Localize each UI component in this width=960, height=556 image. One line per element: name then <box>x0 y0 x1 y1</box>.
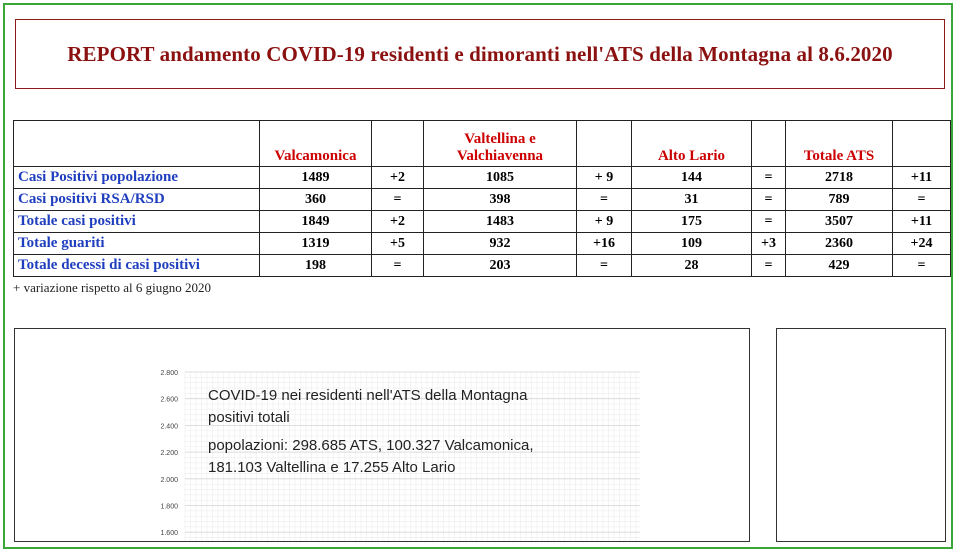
row-label: Totale guariti <box>14 233 260 255</box>
side-panel <box>776 328 946 542</box>
header-variation <box>752 121 786 167</box>
table-cell: 1489 <box>260 167 372 189</box>
table-cell: = <box>752 255 786 277</box>
table-cell: = <box>893 255 951 277</box>
header-totale-ats: Totale ATS <box>786 121 893 167</box>
table-cell: +3 <box>752 233 786 255</box>
y-tick-label: 1.600 <box>160 530 178 538</box>
footnote: + variazione rispetto al 6 giugno 2020 <box>13 280 211 295</box>
table-cell: = <box>372 189 424 211</box>
row-label: Totale decessi di casi positivi <box>14 255 260 277</box>
y-tick-label: 2.000 <box>160 476 178 484</box>
row-label: Casi Positivi popolazione <box>14 167 260 189</box>
header-empty <box>14 121 260 167</box>
table-cell: 109 <box>632 233 752 255</box>
chart-population-line1: popolazioni: 298.685 ATS, 100.327 Valcamonica, <box>208 437 534 454</box>
table-cell: 144 <box>632 167 752 189</box>
header-variation <box>577 121 632 167</box>
summary-table <box>13 120 951 277</box>
table-cell: +11 <box>893 211 951 233</box>
table-cell: +11 <box>893 167 951 189</box>
table-header-row <box>14 121 951 167</box>
table-cell: 3507 <box>786 211 893 233</box>
header-alto-lario: Alto Lario <box>632 121 752 167</box>
y-tick-label: 1.800 <box>160 503 178 511</box>
title-box <box>15 19 945 89</box>
table-cell: 429 <box>786 255 893 277</box>
table-cell: = <box>577 189 632 211</box>
y-tick-label: 2.200 <box>160 450 178 458</box>
row-label: Casi positivi RSA/RSD <box>14 189 260 211</box>
table-cell: + 9 <box>577 211 632 233</box>
table-cell: 28 <box>632 255 752 277</box>
table-cell: +2 <box>372 211 424 233</box>
table-cell: 1319 <box>260 233 372 255</box>
report-title: REPORT andamento COVID-19 residenti e dimoranti nell'ATS della Montagna al 8.6.2020 <box>67 41 893 66</box>
table-cell: 2360 <box>786 233 893 255</box>
chart-panel <box>14 328 750 542</box>
row-label: Totale casi positivi <box>14 211 260 233</box>
y-tick-label: 2.400 <box>160 423 178 431</box>
table-cell: +16 <box>577 233 632 255</box>
chart-title: COVID-19 nei residenti nell'ATS della Montagna <box>208 387 528 404</box>
header-variation <box>893 121 951 167</box>
table-cell: 360 <box>260 189 372 211</box>
table-cell: 2718 <box>786 167 893 189</box>
header-valtellina <box>424 121 577 167</box>
chart-subtitle: positivi totali <box>208 409 290 426</box>
table-cell: 932 <box>424 233 577 255</box>
table-row <box>14 233 951 255</box>
table-cell: 1849 <box>260 211 372 233</box>
header-valcamonica: Valcamonica <box>260 121 372 167</box>
header-variation <box>372 121 424 167</box>
y-tick-label: 2.800 <box>160 370 178 377</box>
table-cell: = <box>577 255 632 277</box>
table-cell: = <box>893 189 951 211</box>
table-cell: = <box>752 211 786 233</box>
table-cell: 175 <box>632 211 752 233</box>
y-tick-label: 2.600 <box>160 396 178 404</box>
table-cell: 1483 <box>424 211 577 233</box>
table-cell: 1085 <box>424 167 577 189</box>
table-cell: 398 <box>424 189 577 211</box>
table-row <box>14 167 951 189</box>
table-cell: = <box>752 189 786 211</box>
header-valtellina-line1: Valtellina e <box>464 131 536 147</box>
table-cell: 31 <box>632 189 752 211</box>
table-cell: 789 <box>786 189 893 211</box>
chart-population-line2: 181.103 Valtellina e 17.255 Alto Lario <box>208 459 456 476</box>
chart-title-overlay <box>208 385 534 479</box>
table-row <box>14 211 951 233</box>
table-cell: 198 <box>260 255 372 277</box>
table-cell: +24 <box>893 233 951 255</box>
table-cell: = <box>752 167 786 189</box>
table-cell: +2 <box>372 167 424 189</box>
table-row <box>14 189 951 211</box>
table-cell: = <box>372 255 424 277</box>
header-valtellina-line2: Valchiavenna <box>456 148 544 164</box>
table-row <box>14 255 951 277</box>
table-cell: 203 <box>424 255 577 277</box>
table-cell: + 9 <box>577 167 632 189</box>
table-cell: +5 <box>372 233 424 255</box>
